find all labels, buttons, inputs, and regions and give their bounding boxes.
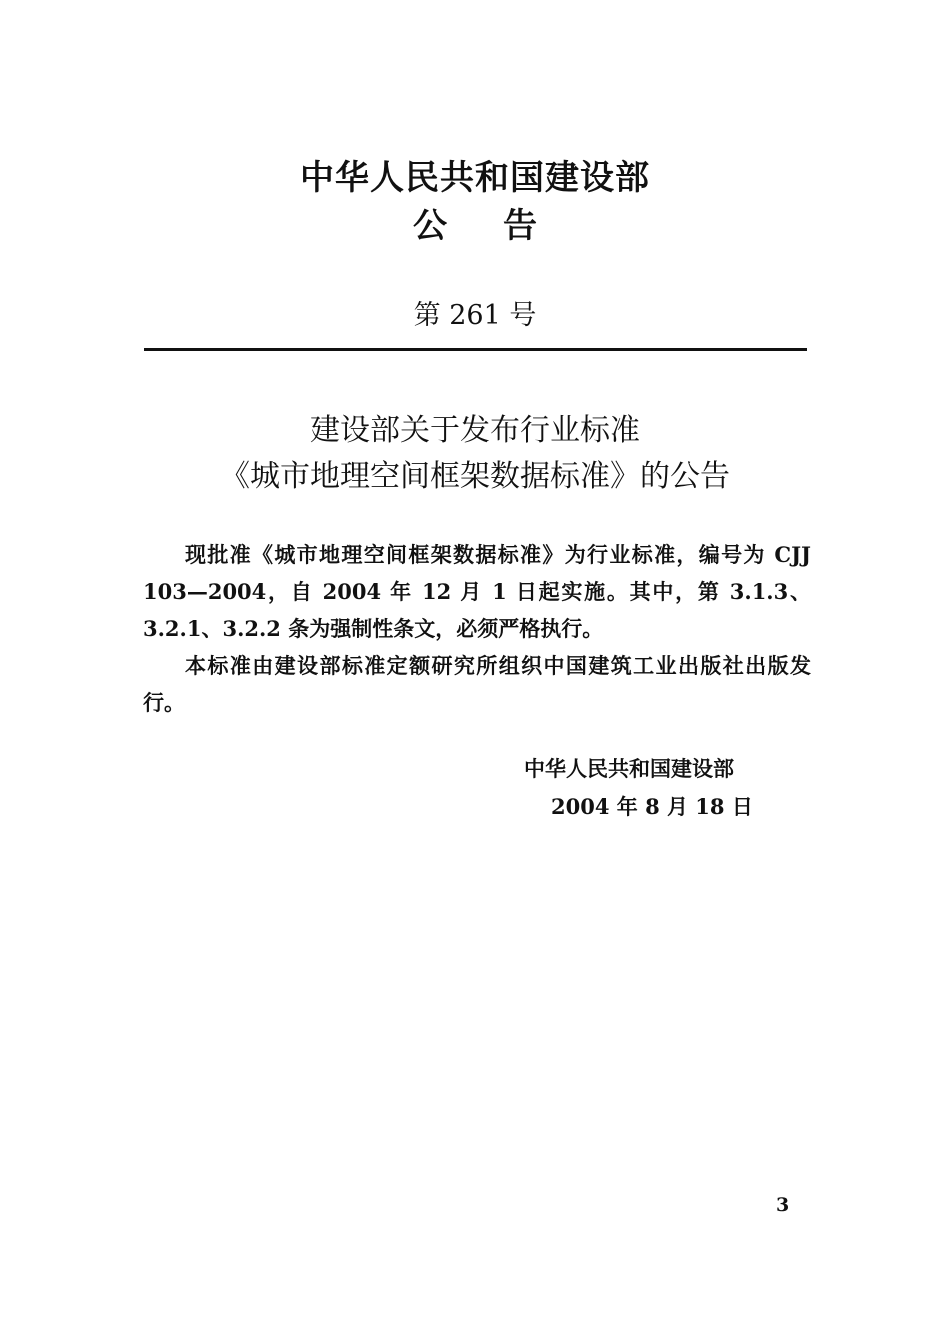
announcement-number: 第 261 号: [413, 300, 537, 331]
announcement-subject: [0, 410, 950, 498]
signature-organization: 中华人民共和国建设部: [524, 757, 734, 781]
subject-line-1: 建设部关于发布行业标准: [310, 413, 640, 448]
body-paragraph-1: 现批准《城市地理空间框架数据标准》为行业标准，编号为 CJJ 103—2004，自 2004 年 12 月 1 日起实施。其中，第 3.1.3、3.2.1、3.2.2 条为强制性条文，必须严格执行。: [143, 542, 811, 641]
announcement-body: [143, 536, 811, 721]
issuer-title: 中华人民共和国建设部: [300, 158, 650, 198]
body-paragraph-2: 本标准由建设部标准定额研究所组织中国建筑工业出版社出版发行。: [143, 653, 811, 715]
signature-date: 2004 年 8 月 18 日: [551, 794, 753, 819]
subject-line-2: 《城市地理空间框架数据标准》的公告: [220, 459, 730, 494]
header-divider: [144, 348, 807, 351]
page-number: 3: [776, 1194, 790, 1216]
document-type-title: 公告: [413, 206, 593, 246]
